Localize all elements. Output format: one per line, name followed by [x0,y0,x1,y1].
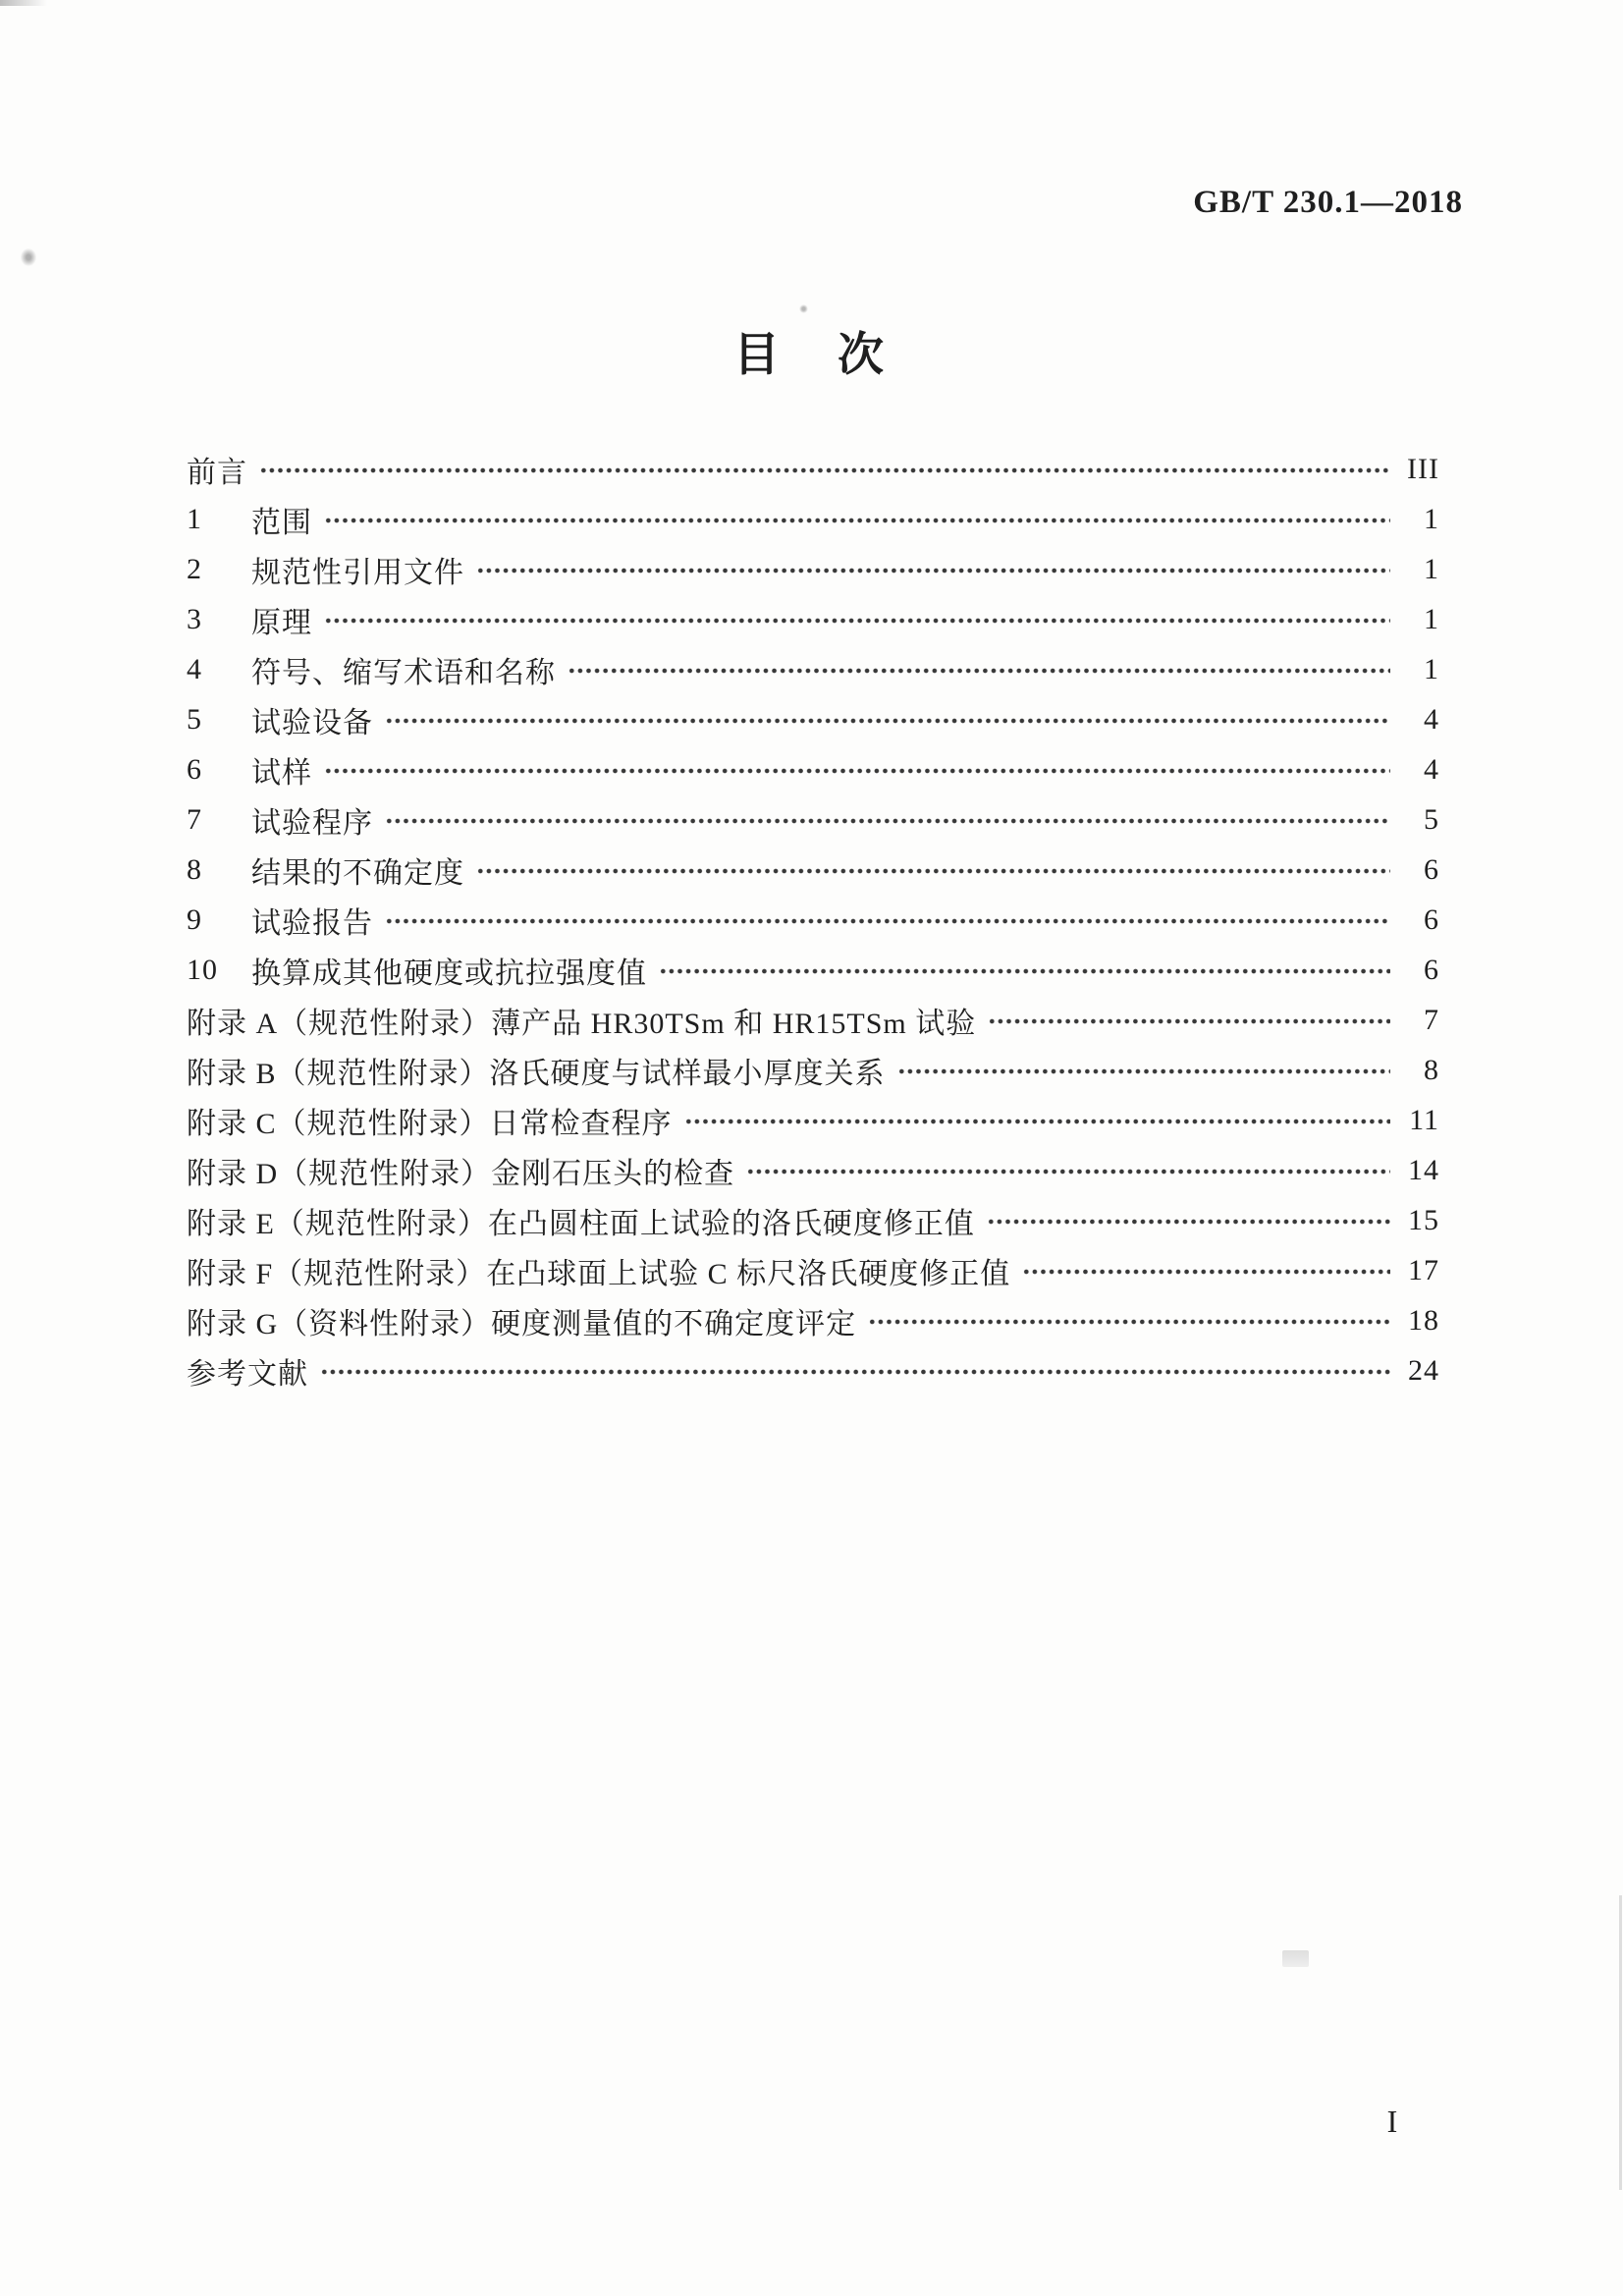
toc-entry [187,995,1439,1045]
toc-entry [187,1045,1439,1095]
toc-entry-prefix: 附录 B（规范性附录） [187,1057,490,1090]
toc-entry-prefix: 附录 A（规范性附录） [187,1007,492,1040]
dot-leader [568,664,1390,678]
toc-entry-label: 试验程序 [251,806,373,840]
scan-artifact-gray-patch [1282,1950,1309,1967]
toc-entry-label: 结果的不确定度 [251,856,464,890]
toc-entry-page-number: 24 [1408,1353,1439,1387]
toc-entry [187,444,1439,494]
toc-entry-page-number: 8 [1424,1053,1439,1086]
toc-entry-prefix: 附录 G（资料性附录） [187,1307,492,1340]
toc-entry-page-number: 1 [1424,552,1439,585]
dot-leader [868,1315,1390,1329]
dot-leader [324,764,1390,778]
toc-entry-prefix: 附录 F（规范性附录） [187,1257,487,1290]
dot-leader [897,1065,1390,1078]
toc-entry-page-number: 1 [1424,602,1439,635]
dot-leader [987,1215,1390,1229]
toc-entry [187,694,1439,744]
toc-entry-number: 8 [187,852,202,886]
toc-entry-label: 在凸球面上试验 C 标尺洛氏硬度修正值 [486,1257,1011,1290]
toc-entry-label: 规范性引用文件 [251,556,464,589]
toc-entry [187,1295,1439,1345]
toc-entry-label: 原理 [251,606,312,639]
toc-entry-page-number: 18 [1408,1303,1439,1337]
toc-entry-page-number: 6 [1424,953,1439,986]
dot-leader [746,1165,1390,1178]
scan-artifact-top-left [0,0,47,6]
toc-entry-label: 在凸圆柱面上试验的洛氏硬度修正值 [487,1207,975,1240]
dot-leader [476,564,1390,577]
toc-entry [187,494,1439,544]
toc-entry [187,1195,1439,1245]
toc-entry [187,544,1439,594]
toc-entry [187,1145,1439,1195]
toc-entry-page-number: 11 [1409,1103,1439,1136]
page-title: 目 次 [733,328,890,380]
dot-leader [1022,1265,1390,1279]
toc-entry [187,744,1439,794]
standard-number-header: GB/T 230.1—2018 [1193,185,1463,220]
toc-entry [187,1245,1439,1295]
toc-entry-label: 试验设备 [251,706,373,739]
footer-page-number: I [1386,2104,1398,2139]
toc-entry-page-number: 7 [1424,1003,1439,1036]
toc-entry-label: 金刚石压头的检查 [491,1157,735,1190]
toc-entry-page-number: 1 [1424,502,1439,535]
dot-leader [320,1365,1390,1379]
toc-entry [187,794,1439,845]
toc-entry-label: 试验报告 [251,906,373,940]
toc-entry [187,644,1439,694]
toc-entry [187,945,1439,995]
toc-entry-page-number: 6 [1424,852,1439,886]
toc-entry [187,845,1439,895]
toc-entry-label: 日常检查程序 [489,1107,673,1140]
toc-entry-page-number: 14 [1408,1153,1439,1186]
toc-entry-number: 9 [187,902,202,936]
toc-entry-page-number: 1 [1424,652,1439,685]
toc-entry-number: 4 [187,652,202,685]
scan-artifact-right-edge [1619,1895,1622,2190]
scan-artifact-title-speck [799,304,808,313]
dot-leader [324,614,1390,628]
toc-entry [187,895,1439,945]
toc-entry-prefix: 附录 C（规范性附录） [187,1107,490,1140]
toc-entry [187,1095,1439,1145]
dot-leader [476,864,1390,878]
toc-entry-page-number: III [1407,452,1439,485]
toc-entry-label: 前言 [187,456,247,489]
toc-entry-label: 洛氏硬度与试样最小厚度关系 [489,1057,886,1090]
toc-entry-label: 换算成其他硬度或抗拉强度值 [251,957,647,990]
dot-leader [684,1115,1390,1128]
toc-entry-label: 参考文献 [187,1357,308,1391]
dot-leader [385,814,1390,828]
dot-leader [259,464,1390,477]
dot-leader [385,914,1390,928]
toc-entry-label: 试样 [251,756,312,790]
toc-entry-prefix: 附录 E（规范性附录） [187,1207,488,1240]
toc-entry [187,594,1439,644]
toc-entry-number: 2 [187,552,202,585]
toc-entry-number: 1 [187,502,202,535]
toc-entry-label: 范围 [251,506,312,539]
toc-entry-page-number: 15 [1408,1203,1439,1236]
toc-entry-number: 3 [187,602,202,635]
scan-artifact-left-margin [20,247,37,267]
toc-entry-page-number: 4 [1424,702,1439,736]
dot-leader [324,514,1390,527]
dot-leader [385,714,1390,728]
toc-entry-number: 7 [187,802,202,836]
toc-entry-number: 6 [187,752,202,786]
toc-entry-label: 符号、缩写术语和名称 [251,656,556,689]
toc-entry-label: 薄产品 HR30TSm 和 HR15TSm 试验 [491,1007,977,1040]
toc-entry-page-number: 5 [1424,802,1439,836]
toc-entry-page-number: 6 [1424,902,1439,936]
toc-list [187,444,1439,1395]
toc-entry [187,1345,1439,1395]
dot-leader [659,964,1390,978]
toc-entry-number: 10 [187,953,218,986]
dot-leader [988,1014,1390,1028]
toc-entry-page-number: 4 [1424,752,1439,786]
toc-entry-page-number: 17 [1408,1253,1439,1286]
toc-entry-number: 5 [187,702,202,736]
toc-entry-label: 硬度测量值的不确定度评定 [491,1307,857,1340]
toc-entry-prefix: 附录 D（规范性附录） [187,1157,492,1190]
